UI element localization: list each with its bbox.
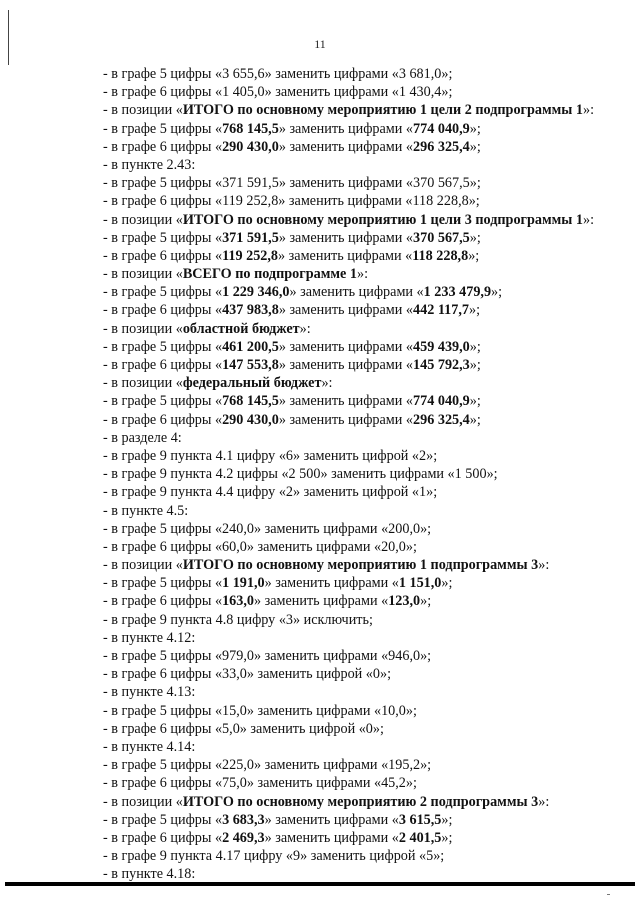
amendment-line (103, 83, 623, 101)
amendment-line (103, 647, 623, 665)
line-text-segment: »; (468, 302, 481, 319)
line-text-segment: »; (469, 411, 481, 428)
line-text-segment: - в графе 5 цифры «225,0» заменить цифрами «195,2»; (103, 757, 432, 774)
line-text-segment: - в пункте 4.12: (103, 629, 196, 646)
bold-value-text: 3 683,3 (222, 811, 265, 828)
bold-value-text: 1 191,0 (222, 575, 265, 592)
bold-value-text: 163,0 (222, 593, 254, 610)
amendment-line (103, 774, 623, 792)
amendment-line (103, 702, 623, 720)
bold-value-text: 296 325,4 (413, 411, 470, 428)
amendment-line (103, 429, 623, 447)
line-text-segment: - в графе 6 цифры « (103, 247, 223, 264)
line-text-segment: - в графе 6 цифры « (103, 193, 223, 210)
bold-value-text: ИТОГО по основному мероприятию 1 цели 2 подпрограммы 1 (182, 102, 584, 119)
bold-value-text: 147 553,8 (222, 357, 279, 373)
line-text-segment: 1 405,0» заменить цифрами «1 430,4»; (222, 84, 453, 101)
bold-value-text: 2 401,5 (398, 829, 442, 846)
line-text-segment: - в графе 6 цифры « (103, 411, 223, 428)
line-text-segment: - в графе 5 цифры « (103, 284, 223, 301)
amendment-line (103, 138, 623, 156)
line-text-segment: - в пункте 4.18: (103, 866, 196, 883)
amendment-line (103, 502, 623, 520)
line-text-segment: »; (469, 338, 481, 355)
line-text-segment: » заменить цифрами « (264, 829, 399, 846)
amendment-line (103, 465, 623, 483)
line-text-segment: - в графе 5 цифры « (103, 338, 223, 355)
line-text-segment: - в графе 5 цифры « (103, 393, 223, 410)
line-text-segment: - в пункте 2.43: (103, 156, 196, 173)
bold-value-text: областной бюджет (182, 320, 300, 337)
line-text-segment: »: (356, 266, 369, 283)
amendment-line (103, 283, 623, 301)
line-text-segment: - в пункте 4.5: (103, 502, 189, 519)
bold-value-text: ИТОГО по основному мероприятию 2 подпрограммы 3 (182, 793, 539, 810)
line-text-segment: » заменить цифрами « (278, 411, 414, 428)
line-text-segment: »; (469, 138, 481, 155)
amendment-line (103, 174, 623, 192)
bold-value-text: 119 252,8 (222, 247, 279, 264)
amendment-line (103, 756, 623, 774)
bold-value-text: 768 145,5 (222, 393, 279, 410)
line-text-segment: » заменить цифрами « (278, 120, 414, 137)
bold-value-text: 296 325,4 (413, 138, 470, 155)
line-text-segment: »; (441, 829, 453, 846)
bold-value-text: 123,0 (388, 593, 421, 610)
bold-value-text: 768 145,5 (222, 120, 279, 137)
bold-value-text: 1 229 346,0 (222, 284, 290, 301)
bold-value-text: 1 233 479,9 (423, 284, 492, 301)
line-text-segment: - в графе 6 цифры «33,0» заменить цифрой «0»; (103, 666, 392, 683)
bold-value-text: 371 591,5 (222, 229, 279, 246)
amendment-line (103, 320, 623, 338)
line-text-segment: »; (441, 811, 453, 828)
line-text-segment: - в графе 6 цифры «5,0» заменить цифрой «0»; (103, 720, 384, 737)
bold-value-text: 118 228,8 (412, 247, 469, 264)
line-text-segment: »; (491, 284, 503, 301)
amendment-line (103, 720, 623, 738)
amendment-line (103, 265, 623, 283)
line-text-segment: »; (469, 357, 481, 373)
line-text-segment: - в графе 5 цифры «979,0» заменить цифрами «946,0»; (103, 648, 432, 664)
bold-value-text: 1 151,0 (398, 575, 442, 592)
line-text-segment: 119 252,8» заменить цифрами «118 228,8»; (222, 193, 480, 210)
bold-value-text: 459 439,0 (413, 338, 470, 355)
line-text-segment: - в графе 6 цифры « (103, 302, 223, 319)
amendment-line (103, 611, 623, 629)
amendment-line (103, 538, 623, 556)
bold-value-text: 774 040,9 (413, 393, 470, 410)
amendment-line (103, 738, 623, 756)
line-text-segment: » заменить цифрами « (264, 575, 399, 592)
bold-value-text: 442 117,7 (413, 302, 469, 319)
amendment-list (103, 65, 623, 883)
line-text-segment: »; (469, 229, 481, 246)
line-text-segment: »: (583, 211, 595, 228)
line-text-segment: » заменить цифрами « (278, 229, 414, 246)
line-text-segment: - в графе 5 цифры « (103, 575, 223, 592)
amendment-line (103, 811, 623, 829)
line-text-segment: - в графе 6 цифры « (103, 357, 223, 373)
line-text-segment: - в графе 5 цифры « (103, 175, 223, 192)
bold-value-text: ВСЕГО по подпрограмме 1 (182, 266, 357, 283)
amendment-line (103, 829, 623, 847)
line-text-segment: - в графе 6 цифры « (103, 138, 223, 155)
line-text-segment: »; (468, 247, 480, 264)
amendment-line (103, 574, 623, 592)
bold-value-text: 437 983,8 (222, 302, 279, 319)
line-text-segment: » заменить цифрами « (278, 302, 414, 319)
bold-value-text: федеральный бюджет (182, 375, 322, 392)
line-text-segment: 371 591,5» заменить цифрами «370 567,5»; (222, 175, 481, 192)
amendment-line (103, 156, 623, 174)
amendment-line (103, 483, 623, 501)
line-text-segment: - в позиции « (103, 102, 183, 119)
bold-value-text: 145 792,3 (413, 357, 470, 373)
amendment-line (103, 356, 623, 374)
line-text-segment: - в позиции « (103, 211, 183, 228)
line-text-segment: »: (538, 557, 550, 574)
scan-artifact (607, 894, 610, 895)
line-text-segment: »: (538, 793, 550, 810)
line-text-segment: - в графе 9 пункта 4.1 цифру «6» заменить цифрой «2»; (103, 447, 438, 464)
line-text-segment: » заменить цифрами « (253, 593, 389, 610)
amendment-line (103, 556, 623, 574)
amendment-line (103, 629, 623, 647)
amendment-line (103, 392, 623, 410)
bold-value-text: 3 615,5 (398, 811, 442, 828)
line-text-segment: - в графе 5 цифры « (103, 66, 223, 82)
bold-value-text: 774 040,9 (413, 120, 470, 137)
line-text-segment: »: (583, 102, 595, 119)
line-text-segment: » заменить цифрами « (278, 138, 414, 155)
amendment-line (103, 374, 623, 392)
amendment-line (103, 683, 623, 701)
line-text-segment: »; (469, 393, 481, 410)
amendment-line (103, 65, 623, 83)
amendment-line (103, 301, 623, 319)
amendment-line (103, 447, 623, 465)
line-text-segment: » заменить цифрами « (264, 811, 399, 828)
amendment-line (103, 120, 623, 138)
bold-value-text: 290 430,0 (222, 138, 279, 155)
bold-value-text: ИТОГО по основному мероприятию 1 подпрограммы 3 (182, 557, 539, 574)
amendment-line (103, 665, 623, 683)
line-text-segment: - в позиции « (103, 793, 183, 810)
bold-value-text: 370 567,5 (413, 229, 470, 246)
line-text-segment: »; (420, 593, 432, 610)
line-text-segment: - в пункте 4.13: (103, 684, 196, 701)
line-text-segment: - в графе 6 цифры « (103, 829, 223, 846)
line-text-segment: »: (321, 375, 333, 392)
line-text-segment: - в графе 9 пункта 4.2 цифры «2 500» заменить цифрами «1 500»; (103, 466, 498, 483)
line-text-segment: » заменить цифрами « (278, 393, 414, 410)
line-text-segment: - в графе 6 цифры « (103, 84, 223, 101)
bold-value-text: 290 430,0 (222, 411, 279, 428)
amendment-line (103, 247, 623, 265)
amendment-line (103, 229, 623, 247)
amendment-line (103, 101, 623, 119)
line-text-segment: »: (299, 320, 311, 337)
bold-value-text: 2 469,3 (222, 829, 265, 846)
line-text-segment: - в графе 6 цифры «60,0» заменить цифрами «20,0»; (103, 538, 417, 555)
amendment-line (103, 211, 623, 229)
line-text-segment: » заменить цифрами « (278, 247, 413, 264)
line-text-segment: - в графе 5 цифры « (103, 811, 223, 828)
amendment-line (103, 847, 623, 865)
line-text-segment: - в пункте 4.14: (103, 738, 196, 755)
line-text-segment: »; (469, 120, 481, 137)
page-number: 11 (314, 37, 326, 51)
amendment-line (103, 192, 623, 210)
line-text-segment: - в позиции « (103, 266, 183, 283)
line-text-segment: - в графе 5 цифры «15,0» заменить цифрами «10,0»; (103, 702, 417, 719)
bottom-border-line (5, 882, 635, 886)
bold-value-text: 461 200,5 (222, 338, 279, 355)
amendment-line (103, 592, 623, 610)
line-text-segment: » заменить цифрами « (278, 357, 414, 373)
line-text-segment: - в графе 5 цифры «240,0» заменить цифрами «200,0»; (103, 520, 432, 537)
line-text-segment: - в графе 6 цифры «75,0» заменить цифрами «45,2»; (103, 775, 417, 792)
line-text-segment: 3 655,6» заменить цифрами «3 681,0»; (222, 66, 453, 82)
amendment-line (103, 793, 623, 811)
amendment-line (103, 338, 623, 356)
line-text-segment: - в графе 9 пункта 4.8 цифру «3» исключить; (103, 611, 373, 628)
line-text-segment: » заменить цифрами « (289, 284, 424, 301)
line-text-segment: - в позиции « (103, 557, 183, 574)
line-text-segment: - в графе 9 пункта 4.17 цифру «9» заменить цифрой «5»; (103, 848, 445, 865)
amendment-line (103, 865, 623, 883)
line-text-segment: - в позиции « (103, 375, 183, 392)
bold-value-text: ИТОГО по основному мероприятию 1 цели 3 подпрограммы 1 (182, 211, 584, 228)
line-text-segment: - в графе 5 цифры « (103, 120, 223, 137)
line-text-segment: - в позиции « (103, 320, 183, 337)
line-text-segment: - в графе 9 пункта 4.4 цифру «2» заменить цифрой «1»; (103, 484, 438, 501)
amendment-line (103, 411, 623, 429)
line-text-segment: » заменить цифрами « (278, 338, 414, 355)
line-text-segment: »; (441, 575, 453, 592)
line-text-segment: - в графе 6 цифры « (103, 593, 223, 610)
amendment-line (103, 520, 623, 538)
line-text-segment: - в разделе 4: (103, 429, 182, 446)
line-text-segment: - в графе 5 цифры « (103, 229, 223, 246)
